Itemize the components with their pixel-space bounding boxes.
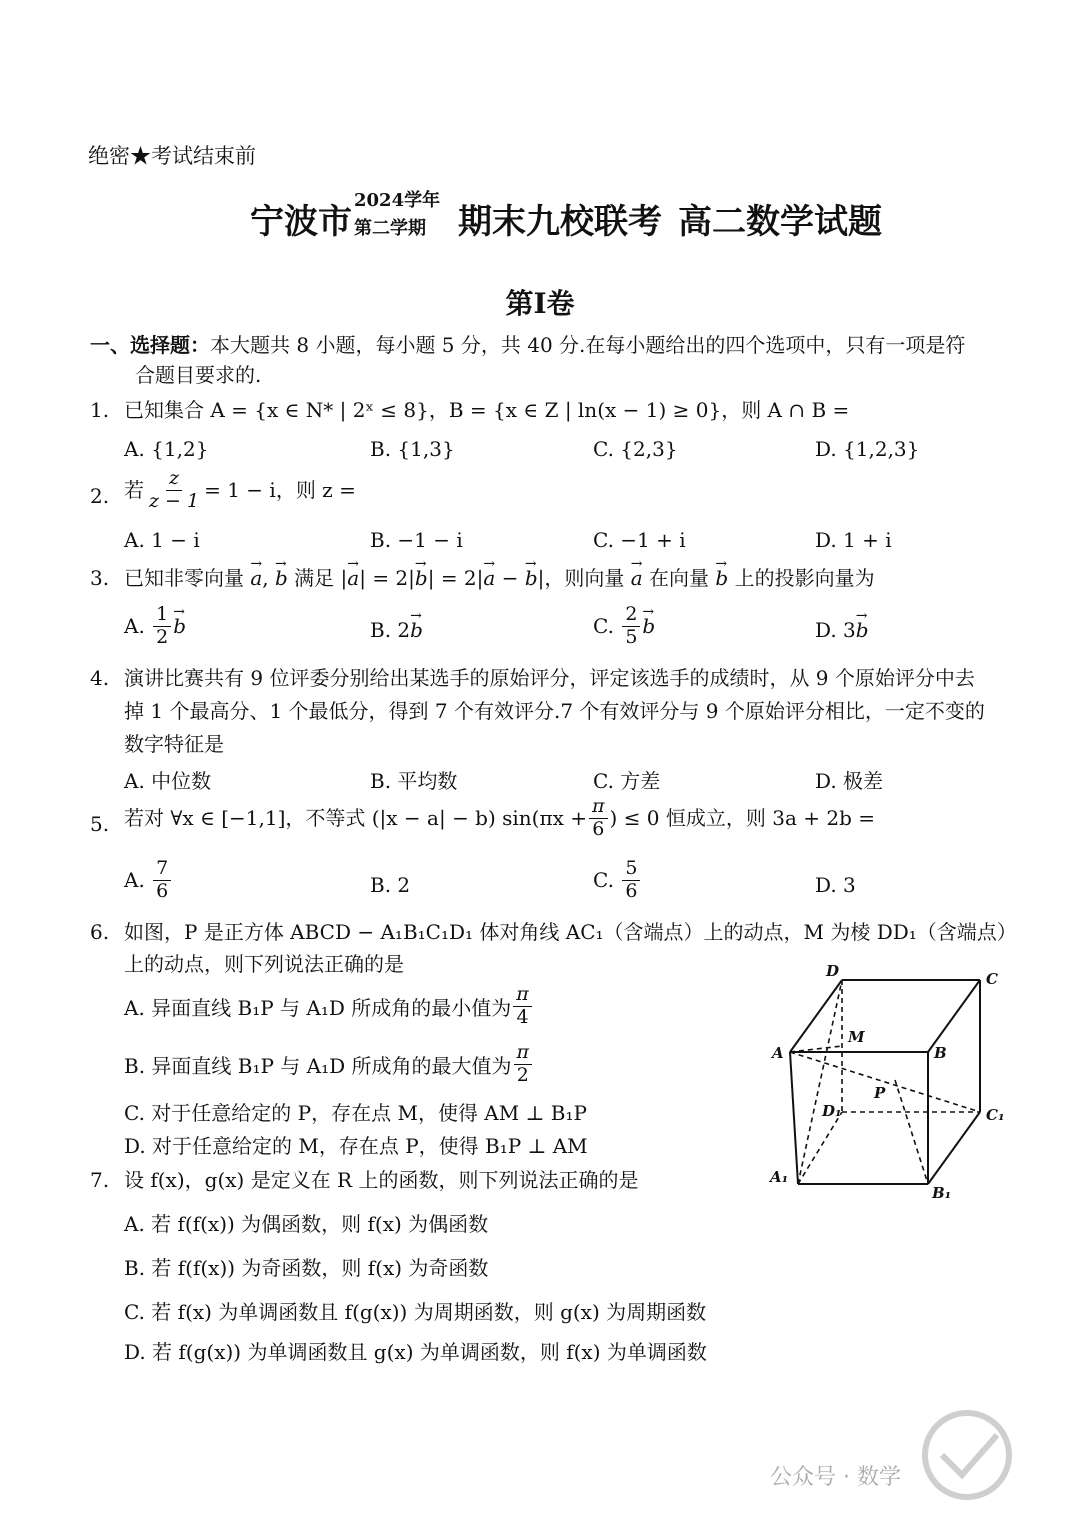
q3-option-a [124,604,186,649]
vertex-label-A1: A₁ [770,1168,789,1186]
q2-fraction [146,468,202,513]
vertex-label-D1: D₁ [822,1102,842,1120]
question-1-stem: 已知集合 A = {x ∈ N* | 2ˣ ≤ 8}，B = {x ∈ Z | ln(x − 1) ≥ 0}，则 A ∩ B = [124,398,850,422]
vector-b: → b [410,618,423,642]
q2-option-a: A. 1 − i [124,528,200,552]
fraction-den: 5 [625,625,638,648]
q6-option-b [124,1042,534,1087]
q3-text: 在向量 [642,566,716,590]
question-5-number: 5. [90,812,110,836]
title-event: 期末九校联考 [458,202,662,242]
option-label: D. 3 [815,618,856,642]
vector-b: → b [415,566,428,590]
vector-a: → a [250,566,262,590]
option-label: B. 2 [370,618,411,642]
q7-option-a: A. 若 f(f(x)) 为偶函数，则 f(x) 为偶函数 [124,1212,489,1236]
vertex-label-A: A [772,1044,784,1062]
question-5-stem [124,796,875,841]
fraction-den: 6 [625,879,638,902]
q3-c-fraction [622,604,640,649]
q1-option-c: C. {2,3} [593,437,678,461]
fraction-num: π [513,984,532,1007]
q1-option-b: B. {1,3} [370,437,455,461]
vector-b: → b [642,614,655,638]
q2-tail: = 1 − i，则 z = [204,478,356,503]
q6-option-c: C. 对于任意给定的 P，存在点 M，使得 AM ⊥ B₁P [124,1101,587,1125]
vector-a: → a [347,566,359,590]
q3-text: , [262,566,276,590]
vector-b: → b [173,614,186,638]
fraction-num: 5 [622,858,640,881]
q4-option-c: C. 方差 [593,769,661,793]
option-label: A. [124,614,145,639]
question-3-number: 3. [90,566,110,590]
q2-option-c: C. −1 + i [593,528,686,552]
vertex-label-B: B [934,1044,947,1062]
q6-option-d: D. 对于任意给定的 M，存在点 P，使得 B₁P ⊥ AM [124,1134,588,1158]
q4-option-a: A. 中位数 [124,769,212,793]
vector-b: → b [525,566,538,590]
vertex-label-C1: C₁ [986,1106,1005,1124]
question-1-number: 1. [90,398,110,422]
q5-option-b: B. 2 [370,873,411,897]
q3-text: | = 2| [359,566,415,590]
q5-option-c [593,858,642,903]
q3-text: 已知非零向量 [124,566,251,590]
vector-a: → a [631,566,643,590]
fraction-num: 2 [622,604,640,627]
fraction-den: 6 [592,817,605,840]
fraction-num: 1 [153,604,171,627]
option-label: C. [593,868,614,893]
q7-option-c: C. 若 f(x) 为单调函数且 f(g(x)) 为周期函数，则 g(x) 为周期函数 [124,1300,707,1324]
option-text: B. 异面直线 B₁P 与 A₁D 所成角的最大值为 [124,1053,512,1078]
q4-option-b: B. 平均数 [370,769,458,793]
q3-option-b [370,618,423,642]
question-6-number: 6. [90,920,110,944]
q1-option-a: A. {1,2} [124,437,209,461]
fraction-den: 4 [516,1005,529,1028]
q3-option-d [815,618,869,642]
watermark-logo [892,1400,1042,1520]
q5-fraction [589,796,608,841]
question-7-number: 7. [90,1168,110,1192]
title-subject: 高二数学试题 [678,202,882,242]
fraction-num: π [514,1042,533,1065]
option-label: C. [593,614,614,639]
q2-fraction-den: z − 1 [149,489,200,512]
q3-text: 满足 | [287,566,348,590]
option-label: A. [124,868,145,893]
q2-option-d: D. 1 + i [815,528,892,552]
question-4-number: 4. [90,666,110,690]
title-year: 2024学年 [354,190,441,211]
vector-b: → b [715,566,728,590]
q6-option-a [124,984,534,1029]
confidential-label: 绝密★考试结束前 [88,144,256,168]
fraction-den: 6 [156,879,169,902]
point-label-P: P [874,1084,886,1102]
section-heading: 一、选择题： [90,333,210,357]
title-city: 宁波市 [250,202,352,242]
option-text: A. 异面直线 B₁P 与 A₁D 所成角的最小值为 [124,995,512,1020]
question-4-line1: 演讲比赛共有 9 位评委分别给出某选手的原始评分，评定该选手的成绩时，从 9 个原始评分中去 [124,666,975,690]
q3-text: | = 2| [427,566,484,590]
fraction-num: π [589,796,608,819]
vertex-label-B1: B₁ [932,1184,952,1200]
cube-figure [760,960,1030,1200]
vector-b: → b [856,618,869,642]
fraction-num: 7 [153,858,171,881]
q5-option-a [124,858,173,903]
q5-c-fraction [622,858,640,903]
q2-lead: 若 [124,478,144,503]
volume-title: 第Ⅰ卷 [505,287,575,320]
q3-option-c [593,604,655,649]
question-2-stem [124,468,356,513]
q6-b-fraction [514,1042,533,1087]
q3-text: |，则向量 [537,566,631,590]
question-6-line1: 如图，P 是正方体 ABCD − A₁B₁C₁D₁ 体对角线 AC₁（含端点）上的动点，M 为棱 DD₁（含端点） [124,920,1017,944]
q5-a-fraction [153,858,171,903]
q4-option-d: D. 极差 [815,769,884,793]
q3-text: − [495,566,525,590]
q3-a-fraction [153,604,171,649]
vector-b: → b [275,566,288,590]
q5-text: 若对 ∀x ∈ [−1,1]，不等式 (|x − a| − b) sin(πx + [124,806,588,831]
question-4-line3: 数字特征是 [124,732,224,756]
q5-option-d: D. 3 [815,873,856,897]
q7-option-b: B. 若 f(f(x)) 为奇函数，则 f(x) 为奇函数 [124,1256,489,1280]
fraction-den: 2 [516,1063,529,1086]
vertex-label-D: D [826,962,840,980]
question-3-stem [124,566,875,590]
section-intro-line1: 本大题共 8 小题，每小题 5 分，共 40 分.在每小题给出的四个选项中，只有一项是符 [210,333,966,357]
question-6-line2: 上的动点，则下列说法正确的是 [124,952,404,976]
q3-text: 上的投影向量为 [728,566,875,590]
q7-option-d: D. 若 f(g(x)) 为单调函数且 g(x) 为单调函数，则 f(x) 为单调函数 [124,1340,707,1364]
vertex-label-C: C [986,970,998,988]
vector-a: → a [483,566,495,590]
section-intro [90,333,965,357]
question-2-number: 2. [90,484,110,508]
title-semester: 第二学期 [354,218,426,239]
point-label-M: M [848,1028,865,1046]
q2-fraction-num: z [166,468,182,491]
q5-text: ) ≤ 0 恒成立，则 3a + 2b = [609,806,876,831]
fraction-den: 2 [156,625,169,648]
watermark-text: 公众号 · 数学 [770,1465,901,1490]
section-intro-line2: 合题目要求的. [135,363,262,387]
q6-a-fraction [513,984,532,1029]
q2-option-b: B. −1 − i [370,528,463,552]
question-4-line2: 掉 1 个最高分、1 个最低分，得到 7 个有效评分.7 个有效评分与 9 个原始评分相比，一定不变的 [124,699,985,723]
q1-option-d: D. {1,2,3} [815,437,920,461]
question-7-stem: 设 f(x)，g(x) 是定义在 R 上的函数，则下列说法正确的是 [124,1168,639,1192]
